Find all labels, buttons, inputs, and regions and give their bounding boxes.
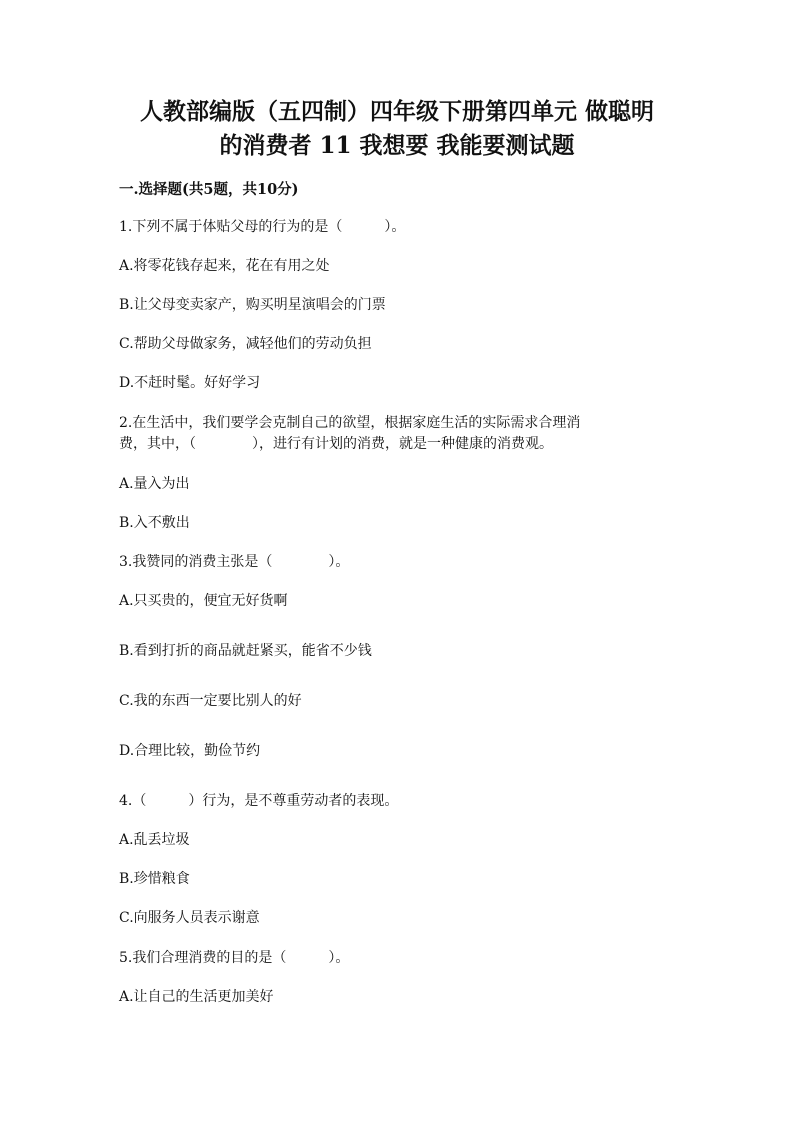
question-2-option-a: A.量入为出 <box>119 476 190 492</box>
question-1-stem: 1.下列不属于体贴父母的行为的是（ ）。 <box>119 219 406 235</box>
question-3-option-b: B.看到打折的商品就赶紧买，能省不少钱 <box>119 643 372 659</box>
question-1-option-a: A.将零花钱存起来，花在有用之处 <box>119 258 330 274</box>
question-3-option-d: D.合理比较，勤俭节约 <box>119 743 261 759</box>
question-1-option-d: D.不赶时髦。好好学习 <box>119 375 261 391</box>
section-heading: 一.选择题(共5题，共10分) <box>119 181 299 198</box>
question-4-option-a: A.乱丢垃圾 <box>119 832 190 848</box>
question-4-option-c: C.向服务人员表示谢意 <box>119 910 260 926</box>
question-5-option-a: A.让自己的生活更加美好 <box>119 989 274 1005</box>
question-4-option-b: B.珍惜粮食 <box>119 871 190 887</box>
question-3-option-c: C.我的东西一定要比别人的好 <box>119 693 302 709</box>
question-2-stem-line-1: 2.在生活中，我们要学会克制自己的欲望，根据家庭生活的实际需求合理消 <box>119 415 581 431</box>
question-4-stem: 4.（ ）行为，是不尊重劳动者的表现。 <box>119 793 399 809</box>
question-2-stem-line-2: 费，其中，（ ），进行有计划的消费，就是一种健康的消费观。 <box>119 436 553 452</box>
question-1-option-b: B.让父母变卖家产，购买明星演唱会的门票 <box>119 297 386 313</box>
question-5-stem: 5.我们合理消费的目的是（ ）。 <box>119 950 350 966</box>
question-2-option-b: B.入不敷出 <box>119 515 190 531</box>
question-3-option-a: A.只买贵的，便宜无好货啊 <box>119 593 288 609</box>
question-3-stem: 3.我赞同的消费主张是（ ）。 <box>119 554 350 570</box>
page-title <box>60 95 734 163</box>
question-1-option-c: C.帮助父母做家务，减轻他们的劳动负担 <box>119 336 372 352</box>
title-line-1: 人教部编版（五四制）四年级下册第四单元 做聪明 <box>139 98 654 125</box>
title-line-2: 的消费者 11 我想要 我能要测试题 <box>219 132 575 159</box>
